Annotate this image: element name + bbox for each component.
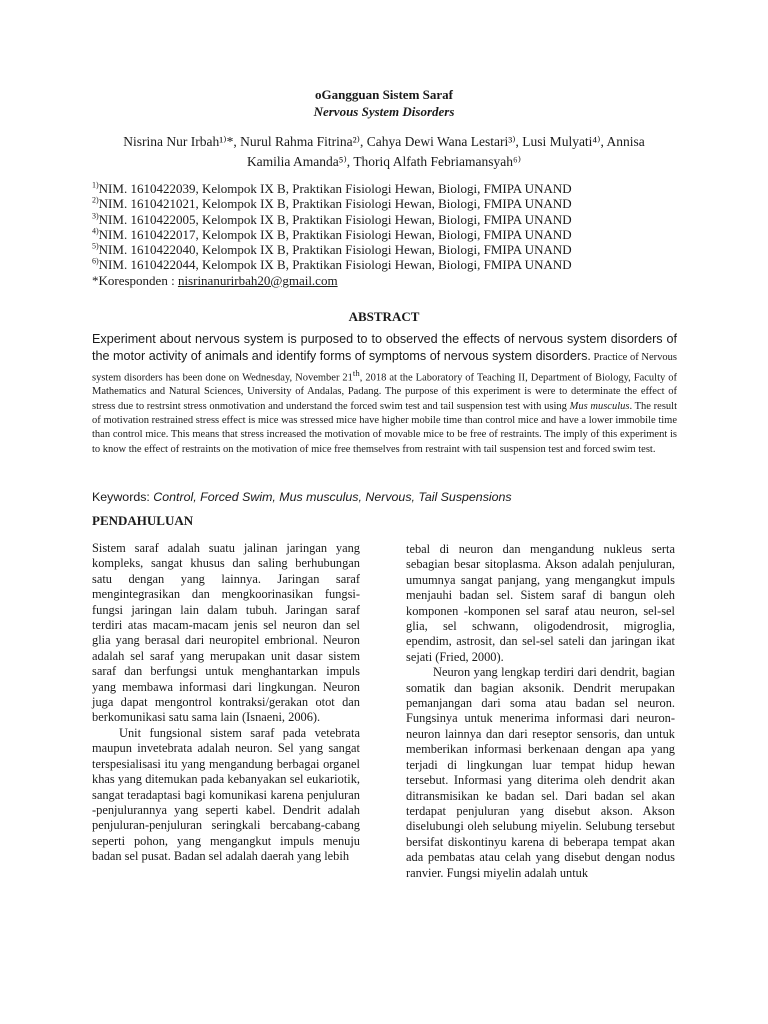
body-column-left [92, 541, 360, 865]
affiliation-item [92, 181, 692, 196]
affiliation-marker: 3) [92, 211, 99, 221]
abstract-text [92, 331, 677, 457]
affiliation-text: NIM. 1610422044, Kelompok IX B, Praktikan Fisiologi Hewan, Biologi, FMIPA UNAND [98, 257, 572, 273]
keywords-label: Keywords: [92, 490, 154, 504]
affiliation-text: NIM. 1610422017, Kelompok IX B, Praktikan Fisiologi Hewan, Biologi, FMIPA UNAND [98, 226, 572, 242]
affiliation-list [92, 181, 692, 288]
affiliation-text: NIM. 1610421021, Kelompok IX B, Praktikan Fisiologi Hewan, Biologi, FMIPA UNAND [98, 196, 572, 212]
affiliation-marker: 6) [92, 257, 99, 267]
abstract-body-part-2: , 2018 at the Laboratory of Teaching II, Department of Biology, Faculty of Mathematics and Natural Sciences, University of Andalas, Padang. The purpose of this experiment is were to determinate the effect of stress due to restrsint stress onmotivation and understand the forced swim test and tail suspension test with using [92, 372, 677, 412]
affiliation-item [92, 227, 692, 242]
affiliation-item [92, 196, 692, 211]
correspondent-label: *Koresponden : [92, 272, 178, 288]
abstract-body-part-3: . The result of motivation restrained stress effect is mice was stressed mice have higher mobile time than control mice and have a lower immobile time than control mice. This means that stress increased the motivation of movable mice to be free of restraints. The imply of this experiment is to know the effect of restraints on the motivation of mice free themselves from restraint with tail suspension test and forced swim test. [92, 400, 678, 455]
affiliation-item [92, 242, 692, 257]
author-list [96, 132, 672, 172]
correspondent-email-link[interactable]: nisrinanurirbah20@gmail.com [177, 272, 338, 288]
paragraph: Sistem saraf adalah suatu jalinan jaringan yang kompleks, sangat khusus dan saling berhubungan satu dengan yang lainnya. Jaringan saraf mengintegrasikan dan mengkoorinasikan fungsi-fungsi jaringan lain dalam tubuh. Jaringan saraf terdiri atas macam-macam jenis sel neuron dan sel glia yang berasal dari neuropitel embrional. Neuron adalah sel saraf yang merupakan unit dasar sistem saraf dan berfungsi untuk menghantarkan impuls yang membawa informasi dari lingkungan. Neuron juga dapat mengontrol kontraksi/gerakan otot dan berkomunikasi satu sama lain (Isnaeni, 2006). [92, 541, 360, 725]
affiliation-item [92, 212, 692, 227]
paper-subtitle: Nervous System Disorders [313, 104, 455, 119]
author-line-1: Nisrina Nur Irbah¹⁾*, Nurul Rahma Fitrina²⁾, Cahya Dewi Wana Lestari³⁾, Lusi Mulyati⁴⁾, Annisa [123, 134, 645, 149]
paragraph: Unit fungsional sistem saraf pada vetebrata maupun invetebrata adalah neuron. Sel yang sangat terspesialisasi itu yang mengandung berbagai organel khas yang ditemukan pada kebanyakan sel eukariotik, sangat teradaptasi bagi komunikasi karena penjuluran -penjulurannya yang seperti kabel. Dendrit adalah penjuluran-penjuluran seringkali bercabang-cabang seperti pohon, yang mengangkut impuls menuju badan sel pusat. Badan sel adalah daerah yang lebih [92, 725, 360, 864]
abstract-heading: ABSTRACT [348, 309, 420, 324]
keywords-line [92, 490, 677, 504]
body-column-right [406, 542, 675, 881]
affiliation-marker: 5) [92, 241, 99, 251]
author-line-2: Kamilia Amanda⁵⁾, Thoriq Alfath Febriamansyah⁶⁾ [246, 154, 522, 169]
introduction-heading: PENDAHULUAN [92, 513, 194, 528]
paper-title: oGangguan Sistem Saraf [315, 87, 453, 102]
affiliation-item [92, 257, 692, 272]
affiliation-text: NIM. 1610422005, Kelompok IX B, Praktikan Fisiologi Hewan, Biologi, FMIPA UNAND [98, 211, 572, 227]
paragraph: Neuron yang lengkap terdiri dari dendrit, bagian somatik dan bagian aksonik. Dendrit merupakan pemanjangan dari soma atau badan sel neuron. Fungsinya untuk menerima informasi dari neuron-neuron lainnya dan dari reseptor sensoris, dan untuk memberikan informasi berkenaan dengan apa yang terjadi di lingkungan luar tempat hidup hewan tersebut. Informasi yang diterima oleh dendrit akan ditransmisikan ke badan sel. Dari badan sel akan terdapat penjuluran yang disebut akson. Akson diselubungi oleh selubung miyelin. Selubung tersebut bersifat diskontinyu karena di beberapa tempat akan ada pembatas atau celah yang disebut dengan nodus ranvier. Fungsi miyelin adalah untuk [406, 665, 675, 880]
affiliation-text: NIM. 1610422040, Kelompok IX B, Praktikan Fisiologi Hewan, Biologi, FMIPA UNAND [98, 242, 572, 258]
affiliation-marker: 1) [92, 180, 99, 190]
abstract-species-name: Mus musculus [569, 400, 630, 412]
affiliation-text: NIM. 1610422039, Kelompok IX B, Praktikan Fisiologi Hewan, Biologi, FMIPA UNAND [98, 181, 572, 196]
keywords-values: Control, Forced Swim, Mus musculus, Nervous, Tail Suspensions [153, 490, 512, 504]
correspondent-line [92, 273, 692, 288]
abstract-body-part-1: Practice of Nervous system disorders has been done on Wednesday, November 21 [92, 352, 677, 384]
paragraph: tebal di neuron dan mengandung nukleus serta sebagian besar sitoplasma. Akson adalah penjuluran, umumnya sangat panjang, yang mengangkut impuls menjauhi badan sel. Sistem saraf di bangun oleh komponen -komponen sel saraf atau neuron, sel-sel glia, sel schwann, oligodendrosit, migroglia, ependim, astrosit, dan sel-sel sateli dan jaringan ikat sejati (Fried, 2000). [406, 542, 675, 664]
abstract-lead-sentence: Experiment about nervous system is purposed to to observed the effects of nervous system disorders of the motor activity of animals and identify forms of symptoms of nervous system disorders. [92, 332, 677, 364]
affiliation-marker: 2) [92, 195, 99, 205]
abstract-date-suffix: th [352, 367, 360, 378]
affiliation-marker: 4) [92, 226, 99, 236]
